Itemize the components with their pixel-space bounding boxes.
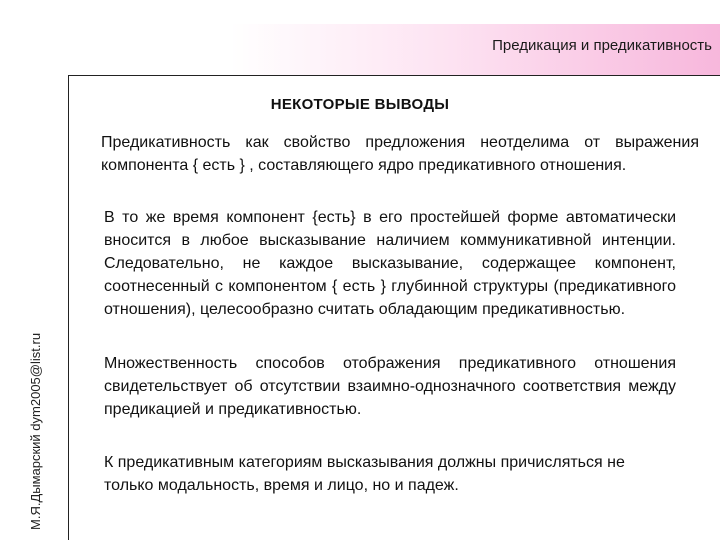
paragraph-4: К предикативным категориям высказывания должны причисляться не только модальность, время и лицо, но и падеж. [104, 454, 625, 494]
paragraph-1: Предикативность как свойство предложения неотделима от выражения компонента { есть } , составляющего ядро предикативного отношения. [101, 134, 699, 174]
author-credit: М.Я.Дымарский dym2005@list.ru [28, 332, 43, 530]
horizontal-rule [68, 75, 720, 76]
paragraph-3: Множественность способов отображения предикативного отношения свидетельствует об отсутствии взаимно-однозначного соответствия между предикацией и предикативностью. [104, 355, 676, 418]
slide-header-title: Предикация и предикативность [492, 37, 712, 54]
slide-heading: НЕКОТОРЫЕ ВЫВОДЫ [270, 96, 450, 113]
paragraph-2: В то же время компонент {есть} в его простейшей форме автоматически вносится в любое высказывание наличием коммуникативной интенции. Следовательно, не каждое высказывание, содержащее компонент, соотнесенный с компонентом { есть } глубинной структуры (предикативного отношения), целесообразно считать обладающим предикативностью. [104, 209, 676, 318]
vertical-rule [68, 75, 69, 540]
